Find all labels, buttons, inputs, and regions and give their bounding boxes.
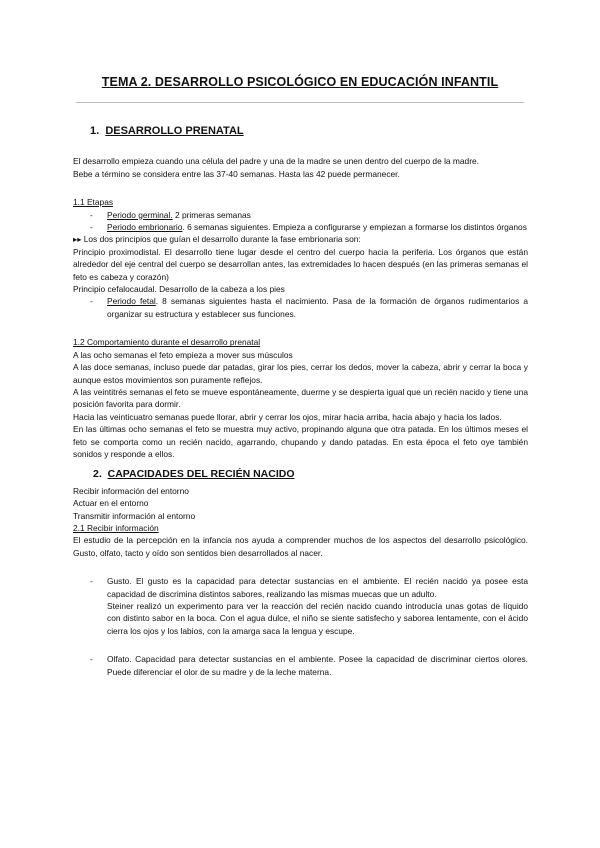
- paragraph: El desarrollo empieza cuando una célula del padre y una de la madre se unen dentro del cuerpo de la madre.: [73, 156, 479, 167]
- paragraph: Actuar en el entorno: [73, 498, 149, 509]
- paragraph: Principio cefalocaudal. Desarrollo de la cabeza a los pies: [73, 284, 285, 295]
- title-divider: [76, 102, 524, 103]
- term-description: . 8 semanas siguientes hasta el nacimiento. Pasa de la formación de órganos rudimentarios a organizar su estructura y establecer sus funciones.: [107, 296, 528, 319]
- section-1-heading: [90, 125, 528, 137]
- subsection-etapas-title: 1.1 Etapas: [73, 197, 114, 208]
- section-2-heading: [93, 468, 528, 480]
- section-2-number: 2.: [93, 468, 102, 481]
- section-1-title: DESARROLLO PRENATAL: [105, 125, 244, 137]
- term-description: 2 primeras semanas: [172, 209, 251, 220]
- paragraph: Recibir información del entorno: [73, 485, 189, 496]
- paragraph: A las veintitrés semanas el feto se mueve espontáneamente, duerme y se despierta igual que un recién nacido y tiene una posición favorita para dormir.: [73, 386, 528, 410]
- list-item: [73, 575, 528, 637]
- paragraph: ▸▸ Los dos principios que guían el desarrollo durante la fase embrionaria son:: [73, 234, 361, 245]
- paragraph: Hacia las veinticuatro semanas puede llorar, abrir y cerrar los ojos, mirar hacia arriba, hacia abajo y hacia los lados.: [73, 411, 502, 422]
- subsection-recibir-title: 2.1 Recibir información: [73, 522, 159, 533]
- list-dash: -: [90, 576, 93, 587]
- section-1-number: 1.: [90, 125, 100, 137]
- list-dash: -: [90, 654, 93, 665]
- subsection-comportamiento-title: 1.2 Comportamiento durante el desarrollo prenatal: [73, 337, 261, 348]
- paragraph: Bebe a término se considera entre las 37-40 semanas. Hasta las 42 puede permanecer.: [73, 168, 400, 179]
- paragraph: Gusto. El gusto es la capacidad para detectar sustancias en el ambiente. El recién nacido ya posee esta capacidad de discrimina distintos sabores, realizando las mismas muecas que un adulto.: [107, 576, 528, 599]
- list-dash: -: [90, 296, 93, 307]
- paragraph: Principio proximodistal. El desarrollo tiene lugar desde el centro del cuerpo hacia la periferia. Los órganos que están alrededor del eje central del cuerpo se desarrollan antes, las extremidades lo hacen después (en las primeras semanas el feto es cabeza y corazón): [73, 246, 528, 282]
- list-item: [73, 209, 528, 221]
- term: Periodo fetal: [107, 296, 156, 307]
- paragraph: En las últimas ocho semanas el feto se muestra muy activo, propinando alguna que otra patada. En los últimos meses el feto se comporta como un recién nacido, agarrando, chupando y dando patadas. En esta época el feto oye también sonidos y responde a ellos.: [73, 424, 528, 459]
- list-item: [73, 295, 528, 320]
- term: Periodo embrionario: [107, 222, 183, 233]
- paragraph: A las doce semanas, incluso puede dar patadas, girar los pies, cerrar los dedos, mover la cabeza, abrir y cerrar la boca y aunque estos movimientos son puramente reflejos.: [73, 362, 528, 385]
- paragraph: A las ocho semanas el feto empieza a mover sus músculos: [73, 349, 293, 360]
- list-item: [73, 221, 528, 233]
- paragraph: Steiner realizó un experimento para ver la reacción del recién nacido cuando introducía unas gotas de líquido con distinto sabor en la boca. Con el agua dulce, el niño se siente satisfecho y saborea lentamente, con el ácido cierra los ojos y los labios, con la amarga saca la lengua y escupe.: [107, 601, 528, 636]
- list-item: [73, 653, 528, 678]
- section-2-title: CAPACIDADES DEL RECIÉN NACIDO: [107, 468, 295, 481]
- list-dash: -: [90, 209, 93, 220]
- paragraph: El estudio de la percepción en la infancia nos ayuda a comprender muchos de los aspectos del desarrollo psicológico. Gusto, olfato, tacto y oído son sentidos bien desarrollados al nacer.: [73, 535, 528, 558]
- list-dash: -: [90, 222, 93, 233]
- page-title: TEMA 2. DESARROLLO PSICOLÓGICO EN EDUCACIÓN INFANTIL: [101, 75, 499, 89]
- document-body: [73, 120, 528, 678]
- paragraph: Transmitir información al entorno: [73, 510, 196, 521]
- paragraph: Olfato. Capacidad para detectar sustancias en el ambiente. Posee la capacidad de discriminar ciertos olores. Puede diferenciar el olor de su madre y de la leche materna.: [107, 654, 528, 677]
- term: Periodo germinal.: [107, 209, 173, 220]
- term-description: . 6 semanas siguientes. Empieza a configurarse y empiezan a formarse los distintos órganos: [182, 222, 527, 233]
